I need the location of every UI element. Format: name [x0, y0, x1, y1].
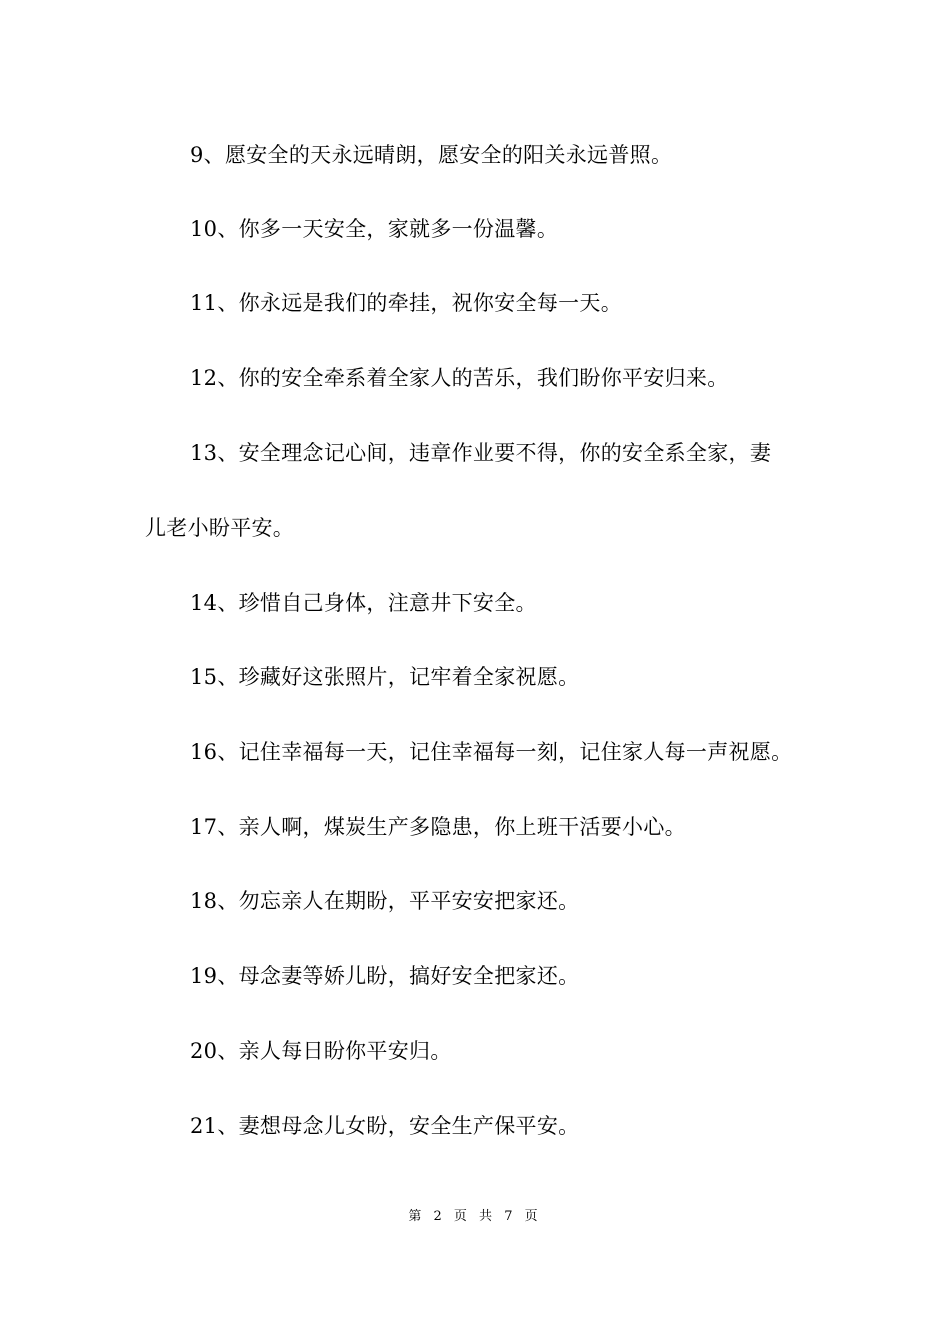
slogan-18: 18、勿忘亲人在期盼，平平安安把家还。	[190, 889, 580, 913]
slogan-15: 15、珍藏好这张照片，记牢着全家祝愿。	[190, 665, 580, 689]
slogan-16: 16、记住幸福每一天，记住幸福每一刻，记住家人每一声祝愿。	[190, 740, 793, 764]
slogan-12: 12、你的安全牵系着全家人的苦乐，我们盼你平安归来。	[190, 366, 729, 390]
slogan-9: 9、愿安全的天永远晴朗，愿安全的阳关永远普照。	[190, 143, 673, 167]
page-number-footer: 第 2 页 共 7 页	[408, 1209, 542, 1224]
slogan-10: 10、你多一天安全，家就多一份温馨。	[190, 217, 559, 241]
slogan-13: 13、安全理念记心间，违章作业要不得，你的安全系全家，妻	[190, 441, 772, 465]
slogan-19: 19、母念妻等娇儿盼，搞好安全把家还。	[190, 964, 580, 988]
slogan-17: 17、亲人啊，煤炭生产多隐患，你上班干活要小心。	[190, 815, 686, 839]
slogan-11: 11、你永远是我们的牵挂，祝你安全每一天。	[190, 291, 623, 315]
slogan-14: 14、珍惜自己身体，注意井下安全。	[190, 591, 537, 615]
slogan-20: 20、亲人每日盼你平安归。	[190, 1039, 452, 1063]
slogan-21: 21、妻想母念儿女盼，安全生产保平安。	[190, 1114, 580, 1138]
slogan-13-continued: 儿老小盼平安。	[145, 516, 295, 540]
